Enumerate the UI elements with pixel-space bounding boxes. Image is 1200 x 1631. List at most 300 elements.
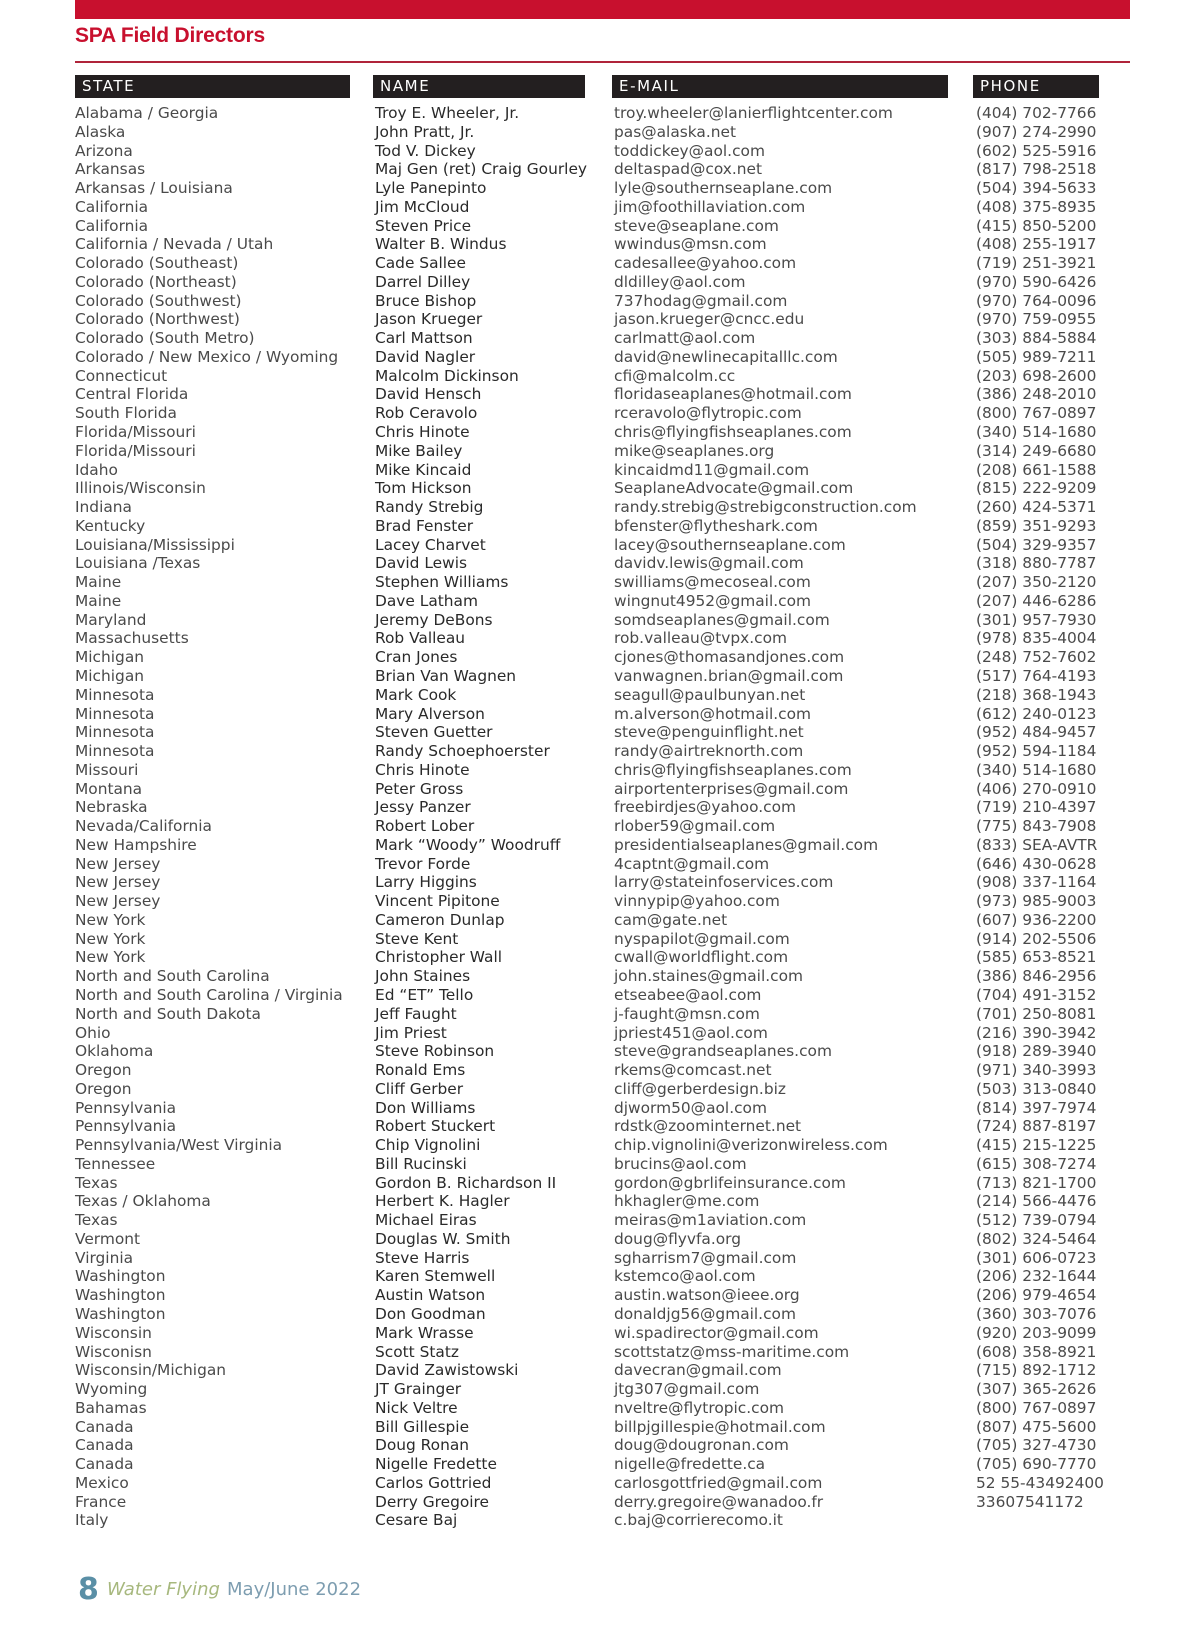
email-link[interactable]: wi.spadirector@gmail.com (614, 1323, 819, 1342)
phone-cell: (719) 210-4397 (976, 798, 1097, 817)
email-link[interactable]: chris@flyingfishseaplanes.com (614, 760, 852, 779)
name-cell: Chris Hinote (375, 760, 470, 779)
email-link[interactable]: seagull@paulbunyan.net (614, 685, 806, 704)
email-link[interactable]: rlober59@gmail.com (614, 817, 776, 836)
table-row (0, 104, 1200, 123)
phone-cell: (719) 251-3921 (976, 254, 1097, 273)
state-cell: Colorado (Southwest) (75, 291, 242, 310)
table-row (0, 1267, 1200, 1286)
table-row (0, 892, 1200, 911)
name-cell: Herbert K. Hagler (375, 1192, 510, 1211)
state-cell: New York (75, 948, 146, 967)
state-cell: Louisiana/Mississippi (75, 535, 235, 554)
phone-cell: (612) 240-0123 (976, 704, 1097, 723)
state-cell: Colorado (Southeast) (75, 254, 239, 273)
phone-cell: (701) 250-8081 (976, 1004, 1097, 1023)
state-cell: Florida/Missouri (75, 441, 196, 460)
phone-cell: (705) 690-7770 (976, 1455, 1097, 1474)
name-cell: Rob Valleau (375, 629, 466, 648)
email-link[interactable]: jim@foothillaviation.com (614, 197, 806, 216)
table-row (0, 1399, 1200, 1418)
table-row (0, 986, 1200, 1005)
email-link[interactable]: lyle@southernseaplane.com (614, 179, 833, 198)
phone-cell: (814) 397-7974 (976, 1098, 1097, 1117)
phone-cell: (505) 989-7211 (976, 347, 1097, 366)
table-row (0, 592, 1200, 611)
name-cell: Bill Rucinski (375, 1154, 467, 1173)
state-cell: Virginia (75, 1248, 134, 1267)
email-link[interactable]: david@newlinecapitalllc.com (614, 347, 838, 366)
state-cell: Pennsylvania (75, 1117, 177, 1136)
table-row (0, 780, 1200, 799)
table-row (0, 385, 1200, 404)
table-row (0, 329, 1200, 348)
phone-cell: (206) 979-4654 (976, 1286, 1097, 1305)
name-cell: David Hensch (375, 385, 482, 404)
state-cell: Louisiana /Texas (75, 554, 201, 573)
phone-cell: (512) 739-0794 (976, 1211, 1097, 1230)
email-link[interactable]: doug@dougronan.com (614, 1436, 789, 1455)
phone-cell: (908) 337-1164 (976, 873, 1097, 892)
phone-cell: (207) 446-6286 (976, 591, 1097, 610)
email-link[interactable]: cliff@gerberdesign.biz (614, 1079, 786, 1098)
phone-cell: (817) 798-2518 (976, 160, 1097, 179)
phone-cell: (206) 232-1644 (976, 1267, 1097, 1286)
name-cell: Dave Latham (375, 591, 478, 610)
phone-cell: (408) 375-8935 (976, 197, 1097, 216)
name-cell: Christopher Wall (375, 948, 503, 967)
name-cell: Jim Priest (375, 1023, 447, 1042)
email-link[interactable]: lacey@southernseaplane.com (614, 535, 846, 554)
email-link[interactable]: 4captnt@gmail.com (614, 854, 770, 873)
phone-cell: (406) 270-0910 (976, 779, 1097, 798)
email-link[interactable]: jtg307@gmail.com (614, 1380, 760, 1399)
email-link[interactable]: brucins@aol.com (614, 1154, 747, 1173)
state-cell: Arkansas / Louisiana (75, 179, 233, 198)
state-cell: Tennessee (75, 1154, 156, 1173)
phone-cell: (775) 843-7908 (976, 817, 1097, 836)
state-cell: Vermont (75, 1229, 141, 1248)
page-title: SPA Field Directors (75, 24, 265, 47)
phone-cell: 33607541172 (976, 1492, 1084, 1511)
phone-cell: 52 55-43492400 (976, 1473, 1104, 1492)
name-cell: Darrel Dilley (375, 272, 471, 291)
phone-cell: (602) 525-5916 (976, 141, 1097, 160)
email-link[interactable]: randy.strebig@strebigconstruction.com (614, 498, 917, 517)
state-cell: Montana (75, 779, 143, 798)
table-row (0, 292, 1200, 311)
name-cell: Cran Jones (375, 648, 458, 667)
name-cell: Mary Alverson (375, 704, 485, 723)
name-cell: Lacey Charvet (375, 535, 486, 554)
issue-date: May/June 2022 (227, 1579, 362, 1600)
email-link[interactable]: wingnut4952@gmail.com (614, 591, 811, 610)
page-footer (78, 1572, 361, 1607)
email-link[interactable]: sgharrism7@gmail.com (614, 1248, 797, 1267)
table-row (0, 911, 1200, 930)
table-row (0, 273, 1200, 292)
table-row (0, 742, 1200, 761)
state-cell: Ohio (75, 1023, 111, 1042)
table-row (0, 442, 1200, 461)
name-cell: Vincent Pipitone (375, 892, 500, 911)
table-row (0, 1249, 1200, 1268)
phone-cell: (952) 594-1184 (976, 742, 1097, 761)
state-cell: Oregon (75, 1061, 132, 1080)
phone-cell: (704) 491-3152 (976, 985, 1097, 1004)
table-row (0, 1493, 1200, 1512)
state-cell: Arkansas (75, 160, 146, 179)
name-cell: Rob Ceravolo (375, 404, 478, 423)
phone-cell: (807) 475-5600 (976, 1417, 1097, 1436)
state-cell: Canada (75, 1455, 134, 1474)
table-row (0, 629, 1200, 648)
name-cell: Mike Bailey (375, 441, 463, 460)
email-link[interactable]: bfenster@flytheshark.com (614, 516, 818, 535)
phone-cell: (260) 424-5371 (976, 498, 1097, 517)
state-cell: Nevada/California (75, 817, 212, 836)
state-cell: New Jersey (75, 873, 161, 892)
table-row (0, 686, 1200, 705)
phone-cell: (920) 203-9099 (976, 1323, 1097, 1342)
state-cell: North and South Carolina / Virginia (75, 985, 343, 1004)
state-cell: Washington (75, 1286, 166, 1305)
name-cell: Brad Fenster (375, 516, 474, 535)
email-link[interactable]: donaldjg56@gmail.com (614, 1305, 796, 1323)
table-row (0, 705, 1200, 724)
phone-cell: (800) 767-0897 (976, 1398, 1097, 1417)
table-row (0, 1343, 1200, 1362)
email-link[interactable]: floridaseaplanes@hotmail.com (614, 385, 852, 404)
email-link[interactable]: doug@flyvfa.org (614, 1229, 741, 1248)
state-cell: Bahamas (75, 1398, 147, 1417)
table-row (0, 423, 1200, 442)
email-link[interactable]: cadesallee@yahoo.com (614, 254, 797, 273)
name-cell: Mark Cook (375, 685, 457, 704)
name-cell: Nick Veltre (375, 1398, 458, 1417)
name-cell: Ed “ET” Tello (375, 985, 474, 1004)
table-row (0, 948, 1200, 967)
name-cell: Randy Schoephoerster (375, 742, 550, 761)
state-cell: Massachusetts (75, 629, 189, 648)
table-row (0, 930, 1200, 949)
table-row (0, 1192, 1200, 1211)
email-link[interactable]: swilliams@mecoseal.com (614, 573, 811, 592)
table-row (0, 873, 1200, 892)
phone-cell: (705) 327-4730 (976, 1436, 1097, 1455)
table-row (0, 1005, 1200, 1024)
table-row (0, 1117, 1200, 1136)
email-link[interactable]: cwall@worldflight.com (614, 948, 789, 967)
name-cell: Robert Lober (375, 817, 475, 836)
state-cell: Canada (75, 1417, 134, 1436)
email-link[interactable]: larry@stateinfoservices.com (614, 873, 834, 892)
state-cell: Illinois/Wisconsin (75, 479, 206, 498)
state-cell: Italy (75, 1511, 109, 1530)
state-cell: Pennsylvania/West Virginia (75, 1136, 283, 1155)
email-link[interactable]: wwindus@msn.com (614, 235, 767, 254)
name-cell: Chip Vignolini (375, 1136, 481, 1155)
phone-cell: (408) 255-1917 (976, 235, 1097, 254)
state-cell: Wisconsin/Michigan (75, 1361, 227, 1380)
table-row (0, 836, 1200, 855)
phone-cell: (918) 289-3940 (976, 1042, 1097, 1061)
state-cell: New Jersey (75, 892, 161, 911)
email-link[interactable]: austin.watson@ieee.org (614, 1286, 800, 1305)
email-link[interactable]: jpriest451@aol.com (614, 1023, 768, 1042)
email-link[interactable]: steve@seaplane.com (614, 216, 779, 235)
state-cell: Washington (75, 1305, 166, 1323)
name-cell: Gordon B. Richardson II (375, 1173, 557, 1192)
table-row (0, 1436, 1200, 1455)
name-cell: Michael Eiras (375, 1211, 477, 1230)
phone-cell: (404) 702-7766 (976, 104, 1097, 122)
email-link[interactable]: cjones@thomasandjones.com (614, 648, 845, 667)
phone-cell: (971) 340-3993 (976, 1061, 1097, 1080)
name-cell: Steve Kent (375, 929, 459, 948)
state-cell: Wisconisn (75, 1342, 152, 1361)
email-link[interactable]: airportenterprises@gmail.com (614, 779, 849, 798)
name-cell: Steven Price (375, 216, 472, 235)
table-row (0, 1324, 1200, 1343)
table-row (0, 160, 1200, 179)
email-link[interactable]: nveltre@flytropic.com (614, 1398, 785, 1417)
state-cell: Kentucky (75, 516, 146, 535)
state-cell: Michigan (75, 666, 145, 685)
name-cell: Mike Kincaid (375, 460, 472, 479)
column-header-email: E-MAIL (612, 75, 948, 98)
phone-cell: (386) 248-2010 (976, 385, 1097, 404)
email-link[interactable]: carlmatt@aol.com (614, 329, 756, 348)
state-cell: New Hampshire (75, 835, 197, 854)
email-link[interactable]: john.staines@gmail.com (614, 967, 803, 986)
email-link[interactable]: gordon@gbrlifeinsurance.com (614, 1173, 846, 1192)
state-cell: Alaska (75, 122, 126, 141)
table-row (0, 761, 1200, 780)
email-link[interactable]: djworm50@aol.com (614, 1098, 767, 1117)
name-cell: David Lewis (375, 554, 467, 573)
email-link[interactable]: SeaplaneAdvocate@gmail.com (614, 479, 854, 498)
email-link[interactable]: somdseaplanes@gmail.com (614, 610, 830, 629)
email-link[interactable]: scottstatz@mss-maritime.com (614, 1342, 850, 1361)
table-row (0, 1286, 1200, 1305)
column-header-name: NAME (373, 75, 585, 98)
table-row (0, 1080, 1200, 1099)
name-cell: Jeff Faught (375, 1004, 457, 1023)
name-cell: Brian Van Wagnen (375, 666, 517, 685)
name-cell: Tom Hickson (375, 479, 472, 498)
state-cell: Minnesota (75, 704, 155, 723)
email-link[interactable]: pas@alaska.net (614, 122, 736, 141)
phone-cell: (607) 936-2200 (976, 910, 1097, 929)
state-cell: New Jersey (75, 854, 161, 873)
email-link[interactable]: j-faught@msn.com (614, 1004, 760, 1023)
magazine-name: Water Flying (106, 1579, 220, 1600)
phone-cell: (978) 835-4004 (976, 629, 1097, 648)
email-link[interactable]: derry.gregoire@wanadoo.fr (614, 1492, 824, 1511)
name-cell: John Staines (375, 967, 471, 986)
table-row (0, 1061, 1200, 1080)
phone-cell: (415) 850-5200 (976, 216, 1097, 235)
email-link[interactable]: deltaspad@cox.net (614, 160, 763, 179)
email-link[interactable]: billpjgillespie@hotmail.com (614, 1417, 826, 1436)
name-cell: Trevor Forde (375, 854, 471, 873)
phone-cell: (970) 764-0096 (976, 291, 1097, 310)
state-cell: Canada (75, 1436, 134, 1455)
table-row (0, 611, 1200, 630)
phone-cell: (314) 249-6680 (976, 441, 1097, 460)
top-accent-bar (75, 0, 1130, 19)
email-link[interactable]: dldilley@aol.com (614, 272, 746, 291)
state-cell: Colorado (Northwest) (75, 310, 240, 329)
name-cell: Derry Gregoire (375, 1492, 490, 1511)
name-cell: Don Goodman (375, 1305, 486, 1323)
phone-cell: (907) 274-2990 (976, 122, 1097, 141)
state-cell: Colorado (South Metro) (75, 329, 255, 348)
phone-cell: (318) 880-7787 (976, 554, 1097, 573)
email-link[interactable]: steve@penguinflight.net (614, 723, 804, 742)
phone-cell: (802) 324-5464 (976, 1229, 1097, 1248)
email-link[interactable]: carlosgottfried@gmail.com (614, 1473, 823, 1492)
table-row (0, 517, 1200, 536)
table-row (0, 1455, 1200, 1474)
table-row (0, 1155, 1200, 1174)
name-cell: Carl Mattson (375, 329, 473, 348)
phone-cell: (973) 985-9003 (976, 892, 1097, 911)
table-row (0, 404, 1200, 423)
table-row (0, 198, 1200, 217)
name-cell: Scott Statz (375, 1342, 459, 1361)
table-row (0, 667, 1200, 686)
email-link[interactable]: nigelle@fredette.ca (614, 1455, 766, 1474)
state-cell: Missouri (75, 760, 139, 779)
email-link[interactable]: cam@gate.net (614, 910, 728, 929)
column-header-state: STATE (75, 75, 350, 98)
phone-cell: (504) 329-9357 (976, 535, 1097, 554)
table-row (0, 367, 1200, 386)
table-row (0, 310, 1200, 329)
table-row (0, 1230, 1200, 1249)
name-cell: Steven Guetter (375, 723, 493, 742)
table-row (0, 1042, 1200, 1061)
email-link[interactable]: davidv.lewis@gmail.com (614, 554, 804, 573)
table-row (0, 498, 1200, 517)
name-cell: Larry Higgins (375, 873, 477, 892)
name-cell: Mark Wrasse (375, 1323, 474, 1342)
phone-cell: (360) 303-7076 (976, 1305, 1097, 1323)
name-cell: Cesare Baj (375, 1511, 458, 1530)
page-number: 8 (78, 1572, 99, 1607)
email-link[interactable]: kincaidmd11@gmail.com (614, 460, 810, 479)
phone-cell: (208) 661-1588 (976, 460, 1097, 479)
name-cell: Lyle Panepinto (375, 179, 487, 198)
state-cell: Idaho (75, 460, 118, 479)
phone-cell: (248) 752-7602 (976, 648, 1097, 667)
name-cell: Don Williams (375, 1098, 476, 1117)
state-cell: Texas (75, 1173, 118, 1192)
table-row (0, 179, 1200, 198)
name-cell: Mark “Woody” Woodruff (375, 835, 561, 854)
email-link[interactable]: mike@seaplanes.org (614, 441, 775, 460)
email-link[interactable]: vinnypip@yahoo.com (614, 892, 780, 911)
state-cell: Florida/Missouri (75, 423, 196, 442)
email-link[interactable]: davecran@gmail.com (614, 1361, 782, 1380)
state-cell: Indiana (75, 498, 132, 517)
table-row (0, 348, 1200, 367)
email-link[interactable]: chris@flyingfishseaplanes.com (614, 423, 852, 442)
state-cell: Washington (75, 1267, 166, 1286)
email-link[interactable]: vanwagnen.brian@gmail.com (614, 666, 844, 685)
state-cell: California (75, 216, 149, 235)
name-cell: Peter Gross (375, 779, 464, 798)
table-row (0, 573, 1200, 592)
email-link[interactable]: toddickey@aol.com (614, 141, 765, 160)
table-row (0, 235, 1200, 254)
email-link[interactable]: kstemco@aol.com (614, 1267, 756, 1286)
phone-cell: (303) 884-5884 (976, 329, 1097, 348)
phone-cell: (815) 222-9209 (976, 479, 1097, 498)
table-row (0, 1380, 1200, 1399)
phone-cell: (415) 215-1225 (976, 1136, 1097, 1155)
phone-cell: (914) 202-5506 (976, 929, 1097, 948)
email-link[interactable]: hkhagler@me.com (614, 1192, 760, 1211)
email-link[interactable]: presidentialseaplanes@gmail.com (614, 835, 879, 854)
email-link[interactable]: rob.valleau@tvpx.com (614, 629, 787, 648)
table-row (0, 1211, 1200, 1230)
name-cell: Doug Ronan (375, 1436, 470, 1455)
name-cell: Jason Krueger (375, 310, 483, 329)
phone-cell: (301) 606-0723 (976, 1248, 1097, 1267)
email-link[interactable]: steve@grandseaplanes.com (614, 1042, 832, 1061)
email-link[interactable]: jason.krueger@cncc.edu (614, 310, 805, 329)
state-cell: Maine (75, 591, 122, 610)
phone-cell: (503) 313-0840 (976, 1079, 1097, 1098)
name-cell: David Zawistowski (375, 1361, 519, 1380)
email-link[interactable]: cfi@malcolm.cc (614, 366, 736, 385)
email-link[interactable]: c.baj@corrierecomo.it (614, 1511, 783, 1530)
email-link[interactable]: nyspapilot@gmail.com (614, 929, 790, 948)
email-link[interactable]: 737hodag@gmail.com (614, 291, 788, 310)
table-row (0, 723, 1200, 742)
email-link[interactable]: randy@airtreknorth.com (614, 742, 804, 761)
state-cell: California / Nevada / Utah (75, 235, 274, 254)
state-cell: New York (75, 910, 146, 929)
email-link[interactable]: rkems@comcast.net (614, 1061, 772, 1080)
state-cell: Pennsylvania (75, 1098, 177, 1117)
table-row (0, 967, 1200, 986)
state-cell: Wyoming (75, 1380, 148, 1399)
state-cell: South Florida (75, 404, 177, 423)
table-row (0, 1418, 1200, 1437)
email-link[interactable]: etseabee@aol.com (614, 985, 762, 1004)
email-link[interactable]: chip.vignolini@verizonwireless.com (614, 1136, 888, 1155)
phone-cell: (218) 368-1943 (976, 685, 1097, 704)
table-row (0, 536, 1200, 555)
email-link[interactable]: m.alverson@hotmail.com (614, 704, 812, 723)
state-cell: Oklahoma (75, 1042, 154, 1061)
name-cell: Steve Harris (375, 1248, 470, 1267)
email-link[interactable]: freebirdjes@yahoo.com (614, 798, 796, 817)
phone-cell: (386) 846-2956 (976, 967, 1097, 986)
email-link[interactable]: troy.wheeler@lanierflightcenter.com (614, 104, 893, 122)
email-link[interactable]: rdstk@zoominternet.net (614, 1117, 802, 1136)
table-row (0, 1474, 1200, 1493)
name-cell: Stephen Williams (375, 573, 509, 592)
email-link[interactable]: meiras@m1aviation.com (614, 1211, 807, 1230)
email-link[interactable]: rceravolo@flytropic.com (614, 404, 802, 423)
name-cell: Bill Gillespie (375, 1417, 470, 1436)
name-cell: JT Grainger (375, 1380, 462, 1399)
